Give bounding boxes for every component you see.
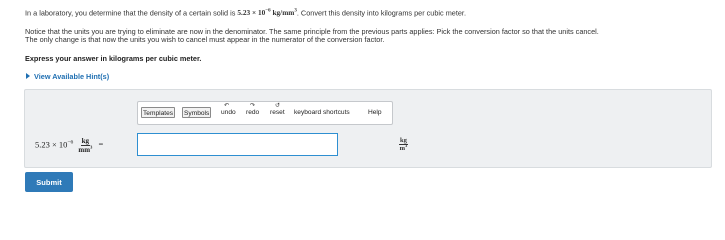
undo-icon: ↶ xyxy=(224,103,230,109)
templates-button[interactable]: Templates xyxy=(141,107,175,118)
notice-line-2: The only change is that now the units you wish to cancel must appear in the numerator of the conversion factor. xyxy=(25,35,385,44)
view-hints-link[interactable]: View Available Hint(s) xyxy=(26,72,109,81)
redo-icon: ↷ xyxy=(250,103,256,109)
equals-sign: = xyxy=(98,139,104,150)
math-toolbar xyxy=(137,101,393,125)
result-unit: $\frac{kg}{m^3}$ xyxy=(399,136,408,152)
unit-fraction: $\frac{kg}{mm^3}$ xyxy=(78,137,93,154)
question-intro: In a laboratory, you determine that the density of a certain solid is xyxy=(25,8,238,18)
expand-triangle-icon xyxy=(26,73,30,79)
redo-button[interactable]: ↷ redo xyxy=(246,103,260,116)
answer-prompt: Express your answer in kilograms per cubic meter. xyxy=(25,54,202,63)
answer-input[interactable] xyxy=(137,133,338,156)
keyboard-shortcuts-button[interactable]: keyboard shortcuts xyxy=(294,109,350,116)
notice-line-1: Notice that the units you are trying to eliminate are now in the denominator. The same principle from the previous parts applies: Pick the conversion factor so that the units cancel. xyxy=(25,27,599,36)
undo-button[interactable]: ↶ undo xyxy=(221,103,236,116)
density-value: $5.23 \times 10^{-6}$ $kg/mm^3$ xyxy=(237,8,297,18)
symbols-button[interactable]: Symbols xyxy=(182,107,211,118)
submit-button[interactable]: Submit xyxy=(25,172,73,192)
reset-icon: ↺ xyxy=(275,103,281,109)
question-intro-end: . Convert this density into kilograms per cubic meter. xyxy=(296,8,466,18)
given-quantity: $5.23 \times 10^{-6}$ $\frac{kg}{mm^3}$ = xyxy=(35,137,104,154)
reset-button[interactable]: ↺ reset xyxy=(270,103,285,116)
question-text xyxy=(25,7,466,17)
help-button[interactable]: Help xyxy=(368,109,382,116)
